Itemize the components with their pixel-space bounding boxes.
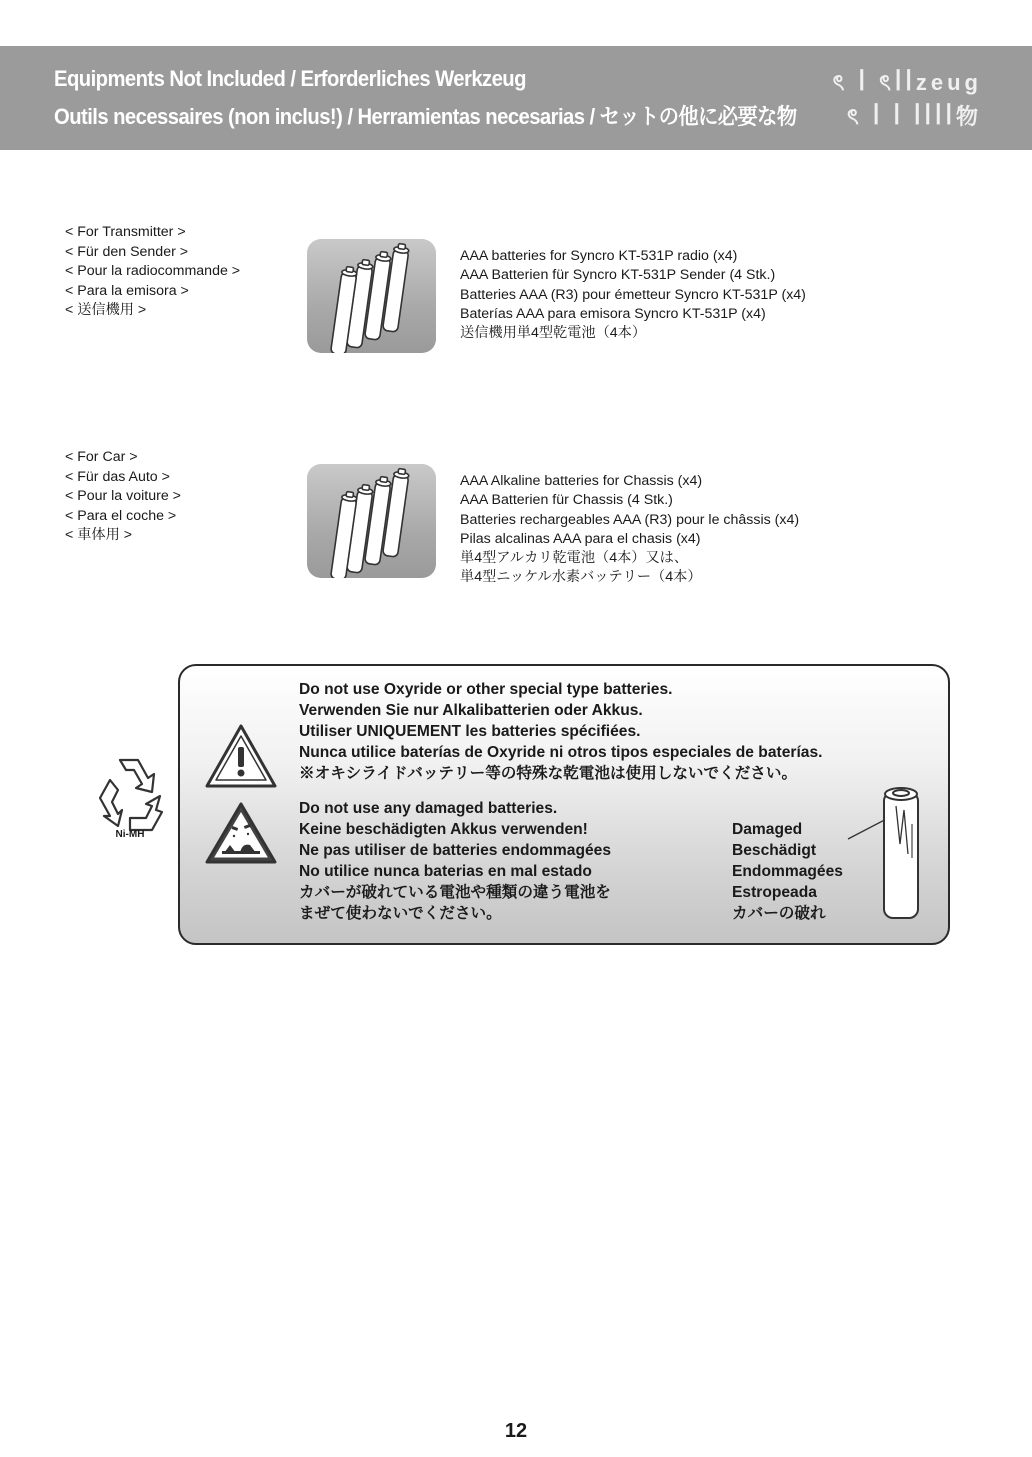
warning-line: Do not use any damaged batteries. <box>299 800 558 817</box>
car-batteries-image <box>307 464 436 578</box>
car-description: Batteries rechargeables AAA (R3) pour le châssis (x4) <box>460 511 800 528</box>
transmitter-label: < 送信機用 > <box>65 302 147 318</box>
transmitter-label: < Pour la radiocommande > <box>65 263 241 279</box>
warning-line: まぜて使わないでください。 <box>299 904 502 922</box>
car-label: < 車体用 > <box>65 527 133 543</box>
transmitter-description: Batteries AAA (R3) pour émetteur Syncro KT-531P (x4) <box>460 286 806 303</box>
car-label: < For Car > <box>65 449 138 465</box>
warning-triangle-icon <box>204 722 278 790</box>
transmitter-descriptions <box>460 247 806 343</box>
header-title-line-2: Outils necessaires (non inclus!) / Herramientas necesarias / セットの他に必要な物 <box>54 104 797 129</box>
car-description: AAA Alkaline batteries for Chassis (x4) <box>460 473 703 489</box>
damaged-label-line: カバーの破れ <box>732 904 826 922</box>
corrosive-hazard-icon <box>204 801 278 865</box>
recycle-label: Ni-MH <box>115 829 145 840</box>
warning-line: Keine beschädigten Akkus verwenden! <box>299 820 588 838</box>
warning-line: No utilice nunca baterias en mal estado <box>299 862 592 880</box>
header-ghost-text-2: ৎ ꟾ ꟾ ꟾꟾꟾꟾ物 <box>846 104 982 129</box>
car-labels <box>65 448 181 546</box>
header-ghost-text-1: ৎ ꟾ ৎꟾꟾzeug <box>832 70 982 95</box>
warning-line: Nunca utilice baterías de Oxyride ni otros tipos especiales de baterías. <box>299 743 823 761</box>
car-descriptions <box>460 472 799 588</box>
transmitter-batteries-image <box>307 239 436 353</box>
damaged-label-line: Estropeada <box>732 883 817 901</box>
transmitter-label: < Für den Sender > <box>65 243 189 260</box>
car-description: 単4型アルカリ乾電池（4本）又は、 <box>460 550 689 567</box>
header-title-line-1: Equipments Not Included / Erforderliches Werkzeug <box>54 66 526 91</box>
damaged-battery-icon <box>820 784 930 924</box>
transmitter-description: 送信機用単4型乾電池（4本） <box>460 325 647 342</box>
car-label: < Pour la voiture > <box>65 488 181 504</box>
warning-line: Utiliser UNIQUEMENT les batteries spécifiées. <box>299 722 641 740</box>
warning-line: Ne pas utiliser de batteries endommagées <box>299 841 611 859</box>
car-description: 単4型ニッケル水素バッテリー（4本） <box>460 569 702 586</box>
car-description: AAA Batterien für Chassis (4 Stk.) <box>460 492 673 509</box>
special-batteries-warning <box>299 680 822 785</box>
aaa-batteries-icon <box>307 464 436 578</box>
damaged-batteries-warning <box>299 799 611 924</box>
transmitter-description: AAA Batterien für Syncro KT-531P Sender (4 Stk.) <box>460 267 776 284</box>
car-label: < Para el coche > <box>65 507 177 524</box>
aaa-batteries-icon <box>307 239 436 353</box>
warning-line: ※オキシライドバッテリー等の特殊な乾電池は使用しないでください。 <box>299 764 798 782</box>
damaged-label-line: Damaged <box>732 821 803 838</box>
transmitter-label: < For Transmitter > <box>65 224 186 240</box>
transmitter-label: < Para la emisora > <box>65 282 189 299</box>
warning-line: Verwenden Sie nur Alkalibatterien oder Akkus. <box>299 701 643 719</box>
transmitter-description: AAA batteries for Syncro KT-531P radio (x4) <box>460 248 738 264</box>
car-description: Pilas alcalinas AAA para el chasis (x4) <box>460 530 701 547</box>
page-number: 12 <box>504 1420 528 1442</box>
damaged-label-line: Beschädigt <box>732 841 817 859</box>
transmitter-description: Baterías AAA para emisora Syncro KT-531P (x4) <box>460 305 766 322</box>
car-label: < Für das Auto > <box>65 468 170 485</box>
transmitter-labels <box>65 223 240 321</box>
warning-line: カバーが破れている電池や種類の違う電池を <box>299 883 611 901</box>
damaged-label-line: Endommagées <box>732 862 843 880</box>
warning-line: Do not use Oxyride or other special type batteries. <box>299 681 673 698</box>
